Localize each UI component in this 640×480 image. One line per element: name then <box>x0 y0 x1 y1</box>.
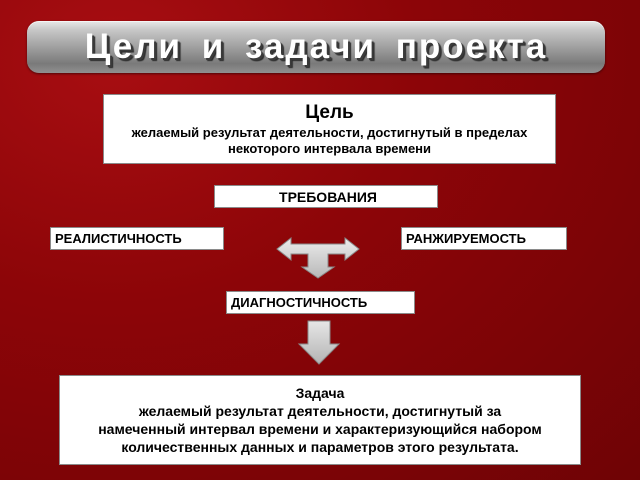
three-way-arrow-shape <box>277 238 359 278</box>
goal-box <box>103 94 556 164</box>
realism-label: РЕАЛИСТИЧНОСТЬ <box>55 231 182 246</box>
goal-heading: Цель <box>305 102 354 123</box>
task-description-line-2: намеченный интервал времени и характеризующийся набором <box>98 421 542 437</box>
task-box <box>59 375 581 465</box>
realism-box <box>50 227 224 250</box>
task-heading: Задача <box>295 385 345 401</box>
requirements-label: ТРЕБОВАНИЯ <box>279 189 377 205</box>
title-bar <box>27 21 605 73</box>
diagnosability-box <box>226 291 415 314</box>
rankability-box <box>401 227 567 250</box>
goal-description-line-2: некоторого интервала времени <box>227 141 432 156</box>
task-description-line-3: количественных данных и параметров этого результата. <box>121 439 519 455</box>
three-way-arrow-icon <box>276 237 360 279</box>
down-arrow-shape <box>299 321 339 364</box>
task-description-line-1: желаемый результат деятельности, достигнутый за <box>138 403 502 419</box>
down-arrow-icon <box>297 320 341 366</box>
requirements-box <box>214 185 438 208</box>
diagnosability-label: ДИАГНОСТИЧНОСТЬ <box>231 295 368 310</box>
goal-description-line-1: желаемый результат деятельности, достигнутый в пределах <box>131 125 528 140</box>
slide-title: Цели и задачи проекта <box>84 27 548 66</box>
rankability-label: РАНЖИРУЕМОСТЬ <box>406 231 526 246</box>
